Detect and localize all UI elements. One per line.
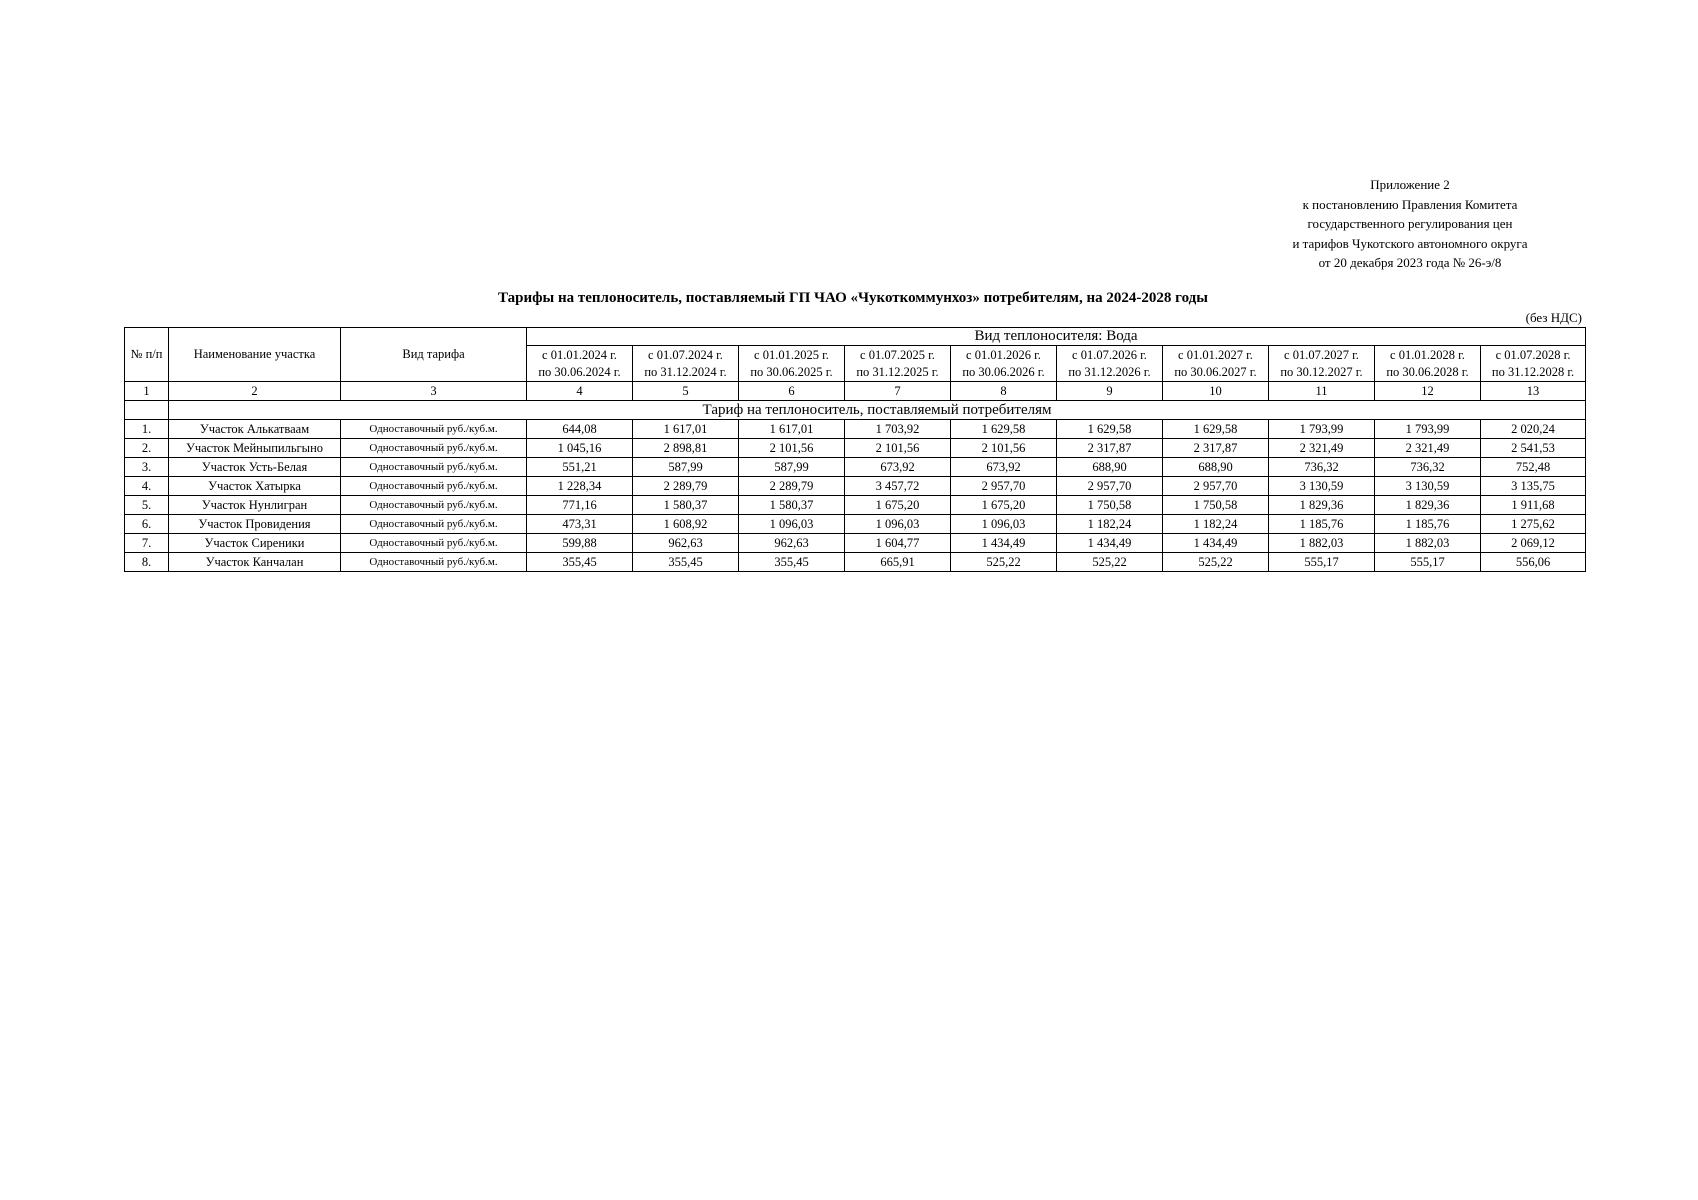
tariff-value: 962,63 — [633, 534, 739, 553]
site-name: Участок Хатырка — [169, 477, 341, 496]
tariff-value: 1 228,34 — [527, 477, 633, 496]
header-tariff-type: Вид тарифа — [341, 328, 527, 382]
period-from: с 01.07.2025 г. — [860, 347, 935, 362]
column-number: 8 — [951, 382, 1057, 401]
tariff-value: 555,17 — [1375, 553, 1481, 572]
vat-note: (без НДС) — [1525, 310, 1582, 325]
tariff-value: 3 130,59 — [1375, 477, 1481, 496]
tariff-type: Одноставочный руб./куб.м. — [341, 420, 527, 439]
tariff-value: 1 434,49 — [951, 534, 1057, 553]
tariff-type: Одноставочный руб./куб.м. — [341, 439, 527, 458]
row-number: 6. — [125, 515, 169, 534]
tariff-value: 2 541,53 — [1481, 439, 1586, 458]
header-site-name: Наименование участка — [169, 328, 341, 382]
tariff-value: 3 457,72 — [845, 477, 951, 496]
column-number: 2 — [169, 382, 341, 401]
period-header — [951, 346, 1057, 382]
table-row — [125, 534, 1586, 553]
site-name: Участок Канчалан — [169, 553, 341, 572]
tariff-value: 2 069,12 — [1481, 534, 1586, 553]
appendix-line: от 20 декабря 2023 года № 26-э/8 — [1318, 255, 1502, 270]
period-from: с 01.01.2026 г. — [966, 347, 1041, 362]
tariff-value: 1 096,03 — [845, 515, 951, 534]
appendix-note — [1260, 175, 1560, 273]
tariff-value: 599,88 — [527, 534, 633, 553]
header-number: № п/п — [125, 328, 169, 382]
tariff-value: 1 617,01 — [633, 420, 739, 439]
period-from: с 01.07.2028 г. — [1495, 347, 1571, 362]
tariff-value: 1 703,92 — [845, 420, 951, 439]
column-number: 10 — [1163, 382, 1269, 401]
tariff-value: 673,92 — [951, 458, 1057, 477]
period-to: по 30.06.2027 г. — [1174, 364, 1257, 379]
tariff-value: 1 185,76 — [1375, 515, 1481, 534]
column-number: 9 — [1057, 382, 1163, 401]
tariff-value: 1 580,37 — [739, 496, 845, 515]
period-from: с 01.07.2027 г. — [1284, 347, 1359, 362]
tariff-value: 2 101,56 — [951, 439, 1057, 458]
column-number: 4 — [527, 382, 633, 401]
table-row — [125, 477, 1586, 496]
tariff-value: 2 321,49 — [1269, 439, 1375, 458]
tariff-value: 555,17 — [1269, 553, 1375, 572]
tariff-type: Одноставочный руб./куб.м. — [341, 496, 527, 515]
header-carrier: Вид теплоносителя: Вода — [527, 328, 1586, 346]
tariff-value: 1 882,03 — [1269, 534, 1375, 553]
tariff-value: 2 020,24 — [1481, 420, 1586, 439]
row-number: 5. — [125, 496, 169, 515]
row-number: 4. — [125, 477, 169, 496]
table-row — [125, 420, 1586, 439]
tariff-type: Одноставочный руб./куб.м. — [341, 534, 527, 553]
tariff-value: 587,99 — [739, 458, 845, 477]
tariff-value: 688,90 — [1057, 458, 1163, 477]
period-to: по 31.12.2024 г. — [644, 364, 727, 379]
tariff-value: 688,90 — [1163, 458, 1269, 477]
section-title: Тариф на теплоноситель, поставляемый потребителям — [169, 401, 1586, 420]
period-from: с 01.01.2024 г. — [542, 347, 617, 362]
period-header — [1163, 346, 1269, 382]
site-name: Участок Алькатваам — [169, 420, 341, 439]
period-header — [1481, 346, 1586, 382]
row-number: 2. — [125, 439, 169, 458]
period-header — [527, 346, 633, 382]
site-name: Участок Нунлигран — [169, 496, 341, 515]
period-header — [739, 346, 845, 382]
table-row — [125, 496, 1586, 515]
tariff-value: 1 580,37 — [633, 496, 739, 515]
tariff-value: 1 604,77 — [845, 534, 951, 553]
tariff-value: 1 675,20 — [951, 496, 1057, 515]
tariff-value: 3 130,59 — [1269, 477, 1375, 496]
column-number: 1 — [125, 382, 169, 401]
period-header — [633, 346, 739, 382]
tariff-value: 1 793,99 — [1269, 420, 1375, 439]
column-number-row — [125, 382, 1586, 401]
period-to: по 30.06.2028 г. — [1386, 364, 1469, 379]
tariff-value: 1 608,92 — [633, 515, 739, 534]
tariff-type: Одноставочный руб./куб.м. — [341, 458, 527, 477]
period-to: по 30.06.2024 г. — [538, 364, 621, 379]
period-to: по 30.12.2027 г. — [1280, 364, 1363, 379]
period-header — [845, 346, 951, 382]
tariff-value: 736,32 — [1375, 458, 1481, 477]
tariff-value: 2 321,49 — [1375, 439, 1481, 458]
period-to: по 31.12.2026 г. — [1068, 364, 1151, 379]
document-title: Тарифы на теплоноситель, поставляемый ГП ЧАО «Чукоткоммунхоз» потребителям, на 2024-2028 годы — [498, 290, 1208, 306]
period-to: по 30.06.2026 г. — [962, 364, 1045, 379]
column-number: 6 — [739, 382, 845, 401]
tariff-value: 962,63 — [739, 534, 845, 553]
site-name: Участок Усть-Белая — [169, 458, 341, 477]
tariff-value: 1 629,58 — [1163, 420, 1269, 439]
tariff-value: 1 629,58 — [951, 420, 1057, 439]
column-number: 11 — [1269, 382, 1375, 401]
tariff-value: 1 629,58 — [1057, 420, 1163, 439]
tariff-value: 1 750,58 — [1163, 496, 1269, 515]
tariff-type: Одноставочный руб./куб.м. — [341, 553, 527, 572]
period-to: по 31.12.2028 г. — [1491, 364, 1575, 379]
site-name: Участок Мейныпильгыно — [169, 439, 341, 458]
tariff-value: 2 289,79 — [739, 477, 845, 496]
section-row — [125, 401, 1586, 420]
tariff-value: 355,45 — [527, 553, 633, 572]
tariff-value: 1 045,16 — [527, 439, 633, 458]
column-number: 13 — [1481, 382, 1586, 401]
appendix-line: государственного регулирования цен — [1307, 216, 1513, 231]
table-row — [125, 515, 1586, 534]
period-header — [1057, 346, 1163, 382]
tariff-value: 2 317,87 — [1057, 439, 1163, 458]
tariff-value: 2 101,56 — [739, 439, 845, 458]
row-number: 3. — [125, 458, 169, 477]
appendix-line: и тарифов Чукотского автономного округа — [1292, 235, 1528, 251]
tariff-value: 1 750,58 — [1057, 496, 1163, 515]
tariff-value: 525,22 — [1163, 553, 1269, 572]
tariff-value: 1 182,24 — [1163, 515, 1269, 534]
tariff-value: 771,16 — [527, 496, 633, 515]
tariff-value: 2 317,87 — [1163, 439, 1269, 458]
tariff-value: 525,22 — [1057, 553, 1163, 572]
column-number: 7 — [845, 382, 951, 401]
tariff-value: 525,22 — [951, 553, 1057, 572]
site-name: Участок Провидения — [169, 515, 341, 534]
tariff-value: 551,21 — [527, 458, 633, 477]
tariff-value: 1 096,03 — [951, 515, 1057, 534]
table-row — [125, 439, 1586, 458]
period-from: с 01.01.2028 г. — [1390, 347, 1465, 362]
period-header — [1375, 346, 1481, 382]
column-number: 3 — [341, 382, 527, 401]
period-from: с 01.07.2024 г. — [648, 347, 723, 362]
tariff-value: 2 957,70 — [1163, 477, 1269, 496]
period-to: по 31.12.2025 г. — [856, 364, 939, 379]
tariff-value: 665,91 — [845, 553, 951, 572]
period-from: с 01.07.2026 г. — [1072, 347, 1147, 362]
table-row — [125, 553, 1586, 572]
tariff-value: 1 434,49 — [1057, 534, 1163, 553]
row-number: 7. — [125, 534, 169, 553]
row-number: 1. — [125, 420, 169, 439]
tariff-value: 1 911,68 — [1481, 496, 1586, 515]
tariff-value: 355,45 — [739, 553, 845, 572]
tariff-value: 752,48 — [1481, 458, 1586, 477]
site-name: Участок Сиреники — [169, 534, 341, 553]
column-number: 5 — [633, 382, 739, 401]
tariff-value: 644,08 — [527, 420, 633, 439]
tariff-value: 1 882,03 — [1375, 534, 1481, 553]
tariff-table — [124, 327, 1586, 572]
tariff-type: Одноставочный руб./куб.м. — [341, 515, 527, 534]
tariff-type: Одноставочный руб./куб.м. — [341, 477, 527, 496]
row-number: 8. — [125, 553, 169, 572]
period-from: с 01.01.2025 г. — [754, 347, 829, 362]
tariff-value: 3 135,75 — [1481, 477, 1586, 496]
tariff-value: 1 793,99 — [1375, 420, 1481, 439]
tariff-value: 1 675,20 — [845, 496, 951, 515]
tariff-value: 556,06 — [1481, 553, 1586, 572]
appendix-line: Приложение 2 — [1370, 177, 1450, 192]
tariff-value: 1 275,62 — [1481, 515, 1586, 534]
tariff-value: 2 101,56 — [845, 439, 951, 458]
tariff-value: 473,31 — [527, 515, 633, 534]
tariff-value: 1 182,24 — [1057, 515, 1163, 534]
tariff-value: 1 096,03 — [739, 515, 845, 534]
period-to: по 30.06.2025 г. — [750, 364, 833, 379]
tariff-value: 673,92 — [845, 458, 951, 477]
table-row — [125, 458, 1586, 477]
tariff-value: 355,45 — [633, 553, 739, 572]
column-number: 12 — [1375, 382, 1481, 401]
tariff-value: 2 898,81 — [633, 439, 739, 458]
appendix-line: к постановлению Правления Комитета — [1302, 196, 1518, 212]
period-from: с 01.01.2027 г. — [1178, 347, 1253, 362]
header-row — [125, 328, 1586, 346]
tariff-value: 2 289,79 — [633, 477, 739, 496]
tariff-value: 1 617,01 — [739, 420, 845, 439]
section-empty-cell — [125, 401, 169, 420]
tariff-value: 2 957,70 — [1057, 477, 1163, 496]
period-header — [1269, 346, 1375, 382]
tariff-value: 1 829,36 — [1375, 496, 1481, 515]
tariff-value: 736,32 — [1269, 458, 1375, 477]
tariff-value: 587,99 — [633, 458, 739, 477]
tariff-value: 1 434,49 — [1163, 534, 1269, 553]
tariff-value: 2 957,70 — [951, 477, 1057, 496]
tariff-value: 1 185,76 — [1269, 515, 1375, 534]
tariff-value: 1 829,36 — [1269, 496, 1375, 515]
